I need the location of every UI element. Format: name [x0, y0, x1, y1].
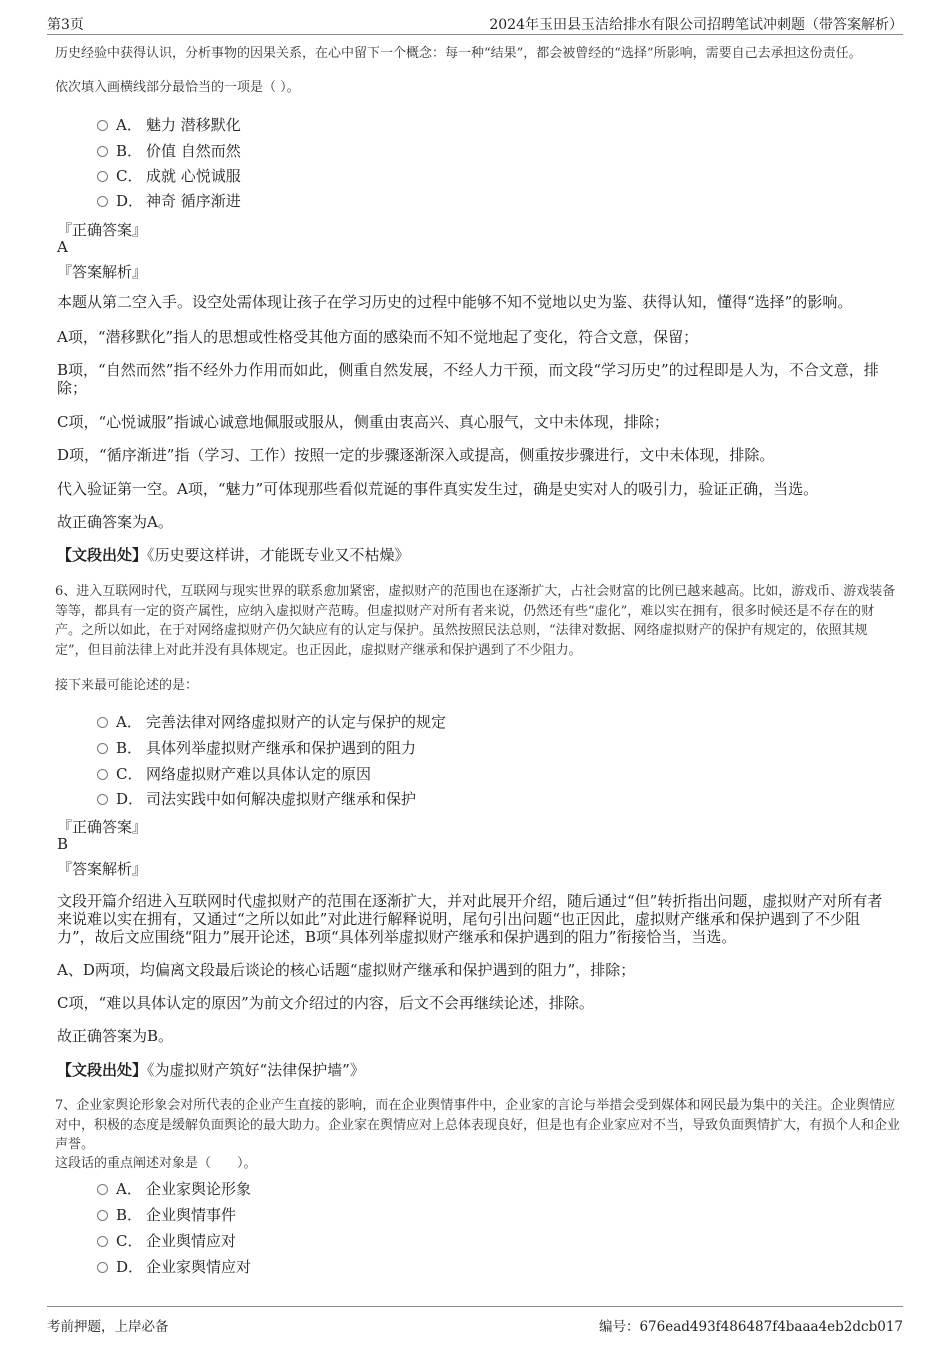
- q6-option-b[interactable]: B． 具体列举虚拟财产继承和保护遇到的阻力: [97, 737, 416, 759]
- q5-analysis-p1: 本题从第二空入手。设空处需体现让孩子在学习历史的过程中能够不知不觉地以史为鉴、获得认知，懂得“选择”的影响。: [57, 293, 853, 311]
- q5-analysis-label: 『答案解析』: [57, 263, 148, 281]
- q5-passage-tail: 历史经验中获得认识，分析事物的因果关系，在心中留下一个概念：每一种“结果”，都会被曾经的“选择”所影响，需要自己去承担这份责任。: [55, 46, 862, 61]
- radio-icon[interactable]: [97, 146, 108, 157]
- q6-analysis-p1: 文段开篇介绍进入互联网时代虚拟财产的范围在逐渐扩大，并对此展开介绍，随后通过“但”转折指出问题，虚拟财产对所有者来说难以实在拥有，又通过“之所以如此”对此进行解释说明，尾句引出问题“也正因此，虚拟财产继承和保护遇到了不少阻力”，故后文应围绕“阻力”展开论述，B项“具体列举虚拟财产继承和保护遇到的阻力”衔接恰当，当选。: [57, 892, 883, 946]
- document-title: 2024年玉田县玉洁给排水有限公司招聘笔试冲刺题（带答案解析）: [489, 17, 903, 33]
- radio-icon[interactable]: [97, 794, 108, 805]
- q6-analysis-p3: C项，“难以具体认定的原因”为前文介绍过的内容，后文不会再继续论述，排除。: [57, 994, 594, 1012]
- page-header: [47, 12, 903, 35]
- q6-prompt: 接下来最可能论述的是：: [55, 678, 199, 693]
- q6-passage: 6、进入互联网时代，互联网与现实世界的联系愈加紧密，虚拟财产的范围也在逐渐扩大，占社会财富的比例已越来越高。比如，游戏币、游戏装备等等，都具有一定的资产属性，应纳入虚拟财产范畴。但虚拟财产对所有者来说，仍然还有些“虚化”，难以实在拥有，很多时候还是不存在的财产。之所以如此，在于对网络虚拟财产仍欠缺应有的认定与保护。虽然按照民法总则，“法律对数据、网络虚拟财产的保护有规定的，依照其规定”，但目前法律上对此并没有具体规定。也正因此，虚拟财产继承和保护遇到了不少阻力。: [55, 584, 896, 658]
- q6-answer: B: [57, 835, 69, 853]
- source-label: 【文段出处】: [57, 1061, 148, 1079]
- q6-option-d[interactable]: D． 司法实践中如何解决虚拟财产继承和保护: [97, 788, 416, 810]
- q5-answer: A: [57, 238, 68, 256]
- q7-option-b[interactable]: B． 企业舆情事件: [97, 1204, 236, 1226]
- q6-option-a[interactable]: A． 完善法律对网络虚拟财产的认定与保护的规定: [97, 711, 446, 733]
- radio-icon[interactable]: [97, 743, 108, 754]
- q5-option-d[interactable]: D． 神奇 循序渐进: [97, 190, 241, 212]
- q5-analysis-p5: D项，“循序渐进”指（学习、工作）按照一定的步骤逐渐深入或提高，侧重按步骤进行，文中未体现，排除。: [57, 446, 775, 464]
- q6-analysis-label: 『答案解析』: [57, 860, 148, 878]
- radio-icon[interactable]: [97, 1210, 108, 1221]
- q5-option-b[interactable]: B． 价值 自然而然: [97, 140, 241, 162]
- source-title: 《为虚拟财产筑好“法律保护墙”》: [147, 1061, 365, 1079]
- source-title: 《历史要这样讲，才能既专业又不枯燥》: [147, 546, 410, 564]
- radio-icon[interactable]: [97, 1262, 108, 1273]
- q5-prompt: 依次填入画横线部分最恰当的一项是（ ）。: [55, 80, 300, 95]
- q7-option-c[interactable]: C． 企业舆情应对: [97, 1230, 236, 1252]
- q5-source: [57, 546, 897, 564]
- q7-prompt: 这段话的重点阐述对象是（ ）。: [55, 1156, 257, 1171]
- radio-icon[interactable]: [97, 769, 108, 780]
- q5-analysis-p7: 故正确答案为A。: [57, 513, 173, 531]
- page-number: 第3页: [47, 17, 84, 33]
- q5-analysis-p2: A项，“潜移默化”指人的思想或性格受其他方面的感染而不知不觉地起了变化，符合文意，保留；: [57, 328, 699, 346]
- radio-icon[interactable]: [97, 196, 108, 207]
- q6-analysis-p4: 故正确答案为B。: [57, 1027, 174, 1045]
- source-label: 【文段出处】: [57, 546, 148, 564]
- radio-icon[interactable]: [97, 120, 108, 131]
- page-footer: [47, 1306, 903, 1333]
- q5-analysis-p3: B项，“自然而然”指不经外力作用而如此，侧重自然发展，不经人力干预，而文段“学习历史”的过程即是人为，不合文意，排除；: [57, 361, 879, 397]
- q7-option-a[interactable]: A． 企业家舆论形象: [97, 1178, 251, 1200]
- q6-answer-label: 『正确答案』: [57, 818, 148, 836]
- q6-analysis-p2: A、D两项，均偏离文段最后谈论的核心话题“虚拟财产继承和保护遇到的阻力”，排除；: [57, 961, 636, 979]
- radio-icon[interactable]: [97, 171, 108, 182]
- footer-slogan: 考前押题，上岸必备: [47, 1319, 169, 1335]
- q5-option-c[interactable]: C． 成就 心悦诚服: [97, 165, 241, 187]
- radio-icon[interactable]: [97, 1184, 108, 1195]
- q5-answer-label: 『正确答案』: [57, 221, 148, 239]
- q5-analysis-p4: C项，“心悦诚服”指诚心诚意地佩服或服从，侧重由衷高兴、真心服气，文中未体现，排除；: [57, 413, 669, 431]
- document-code: 编号：676ead493f486487f4baaa4eb2dcb017: [598, 1319, 903, 1335]
- q5-option-a[interactable]: A． 魅力 潜移默化: [97, 114, 241, 136]
- q7-option-d[interactable]: D． 企业家舆情应对: [97, 1256, 251, 1278]
- q5-analysis-p6: 代入验证第一空。A项，“魅力”可体现那些看似荒诞的事件真实发生过，确是史实对人的吸引力，验证正确，当选。: [57, 480, 819, 498]
- radio-icon[interactable]: [97, 1236, 108, 1247]
- q6-option-c[interactable]: C． 网络虚拟财产难以具体认定的原因: [97, 763, 371, 785]
- q6-source: [57, 1061, 897, 1079]
- radio-icon[interactable]: [97, 717, 108, 728]
- q7-passage: 7、企业家舆论形象会对所代表的企业产生直接的影响，而在企业舆情事件中，企业家的言论与举措会受到媒体和网民最为集中的关注。企业舆情应对中，积极的态度是缓解负面舆论的最大助力。企业家在舆情应对上总体表现良好，但是也有企业家应对不当，导致负面舆情扩大，有损个人和企业声誉。: [55, 1098, 901, 1152]
